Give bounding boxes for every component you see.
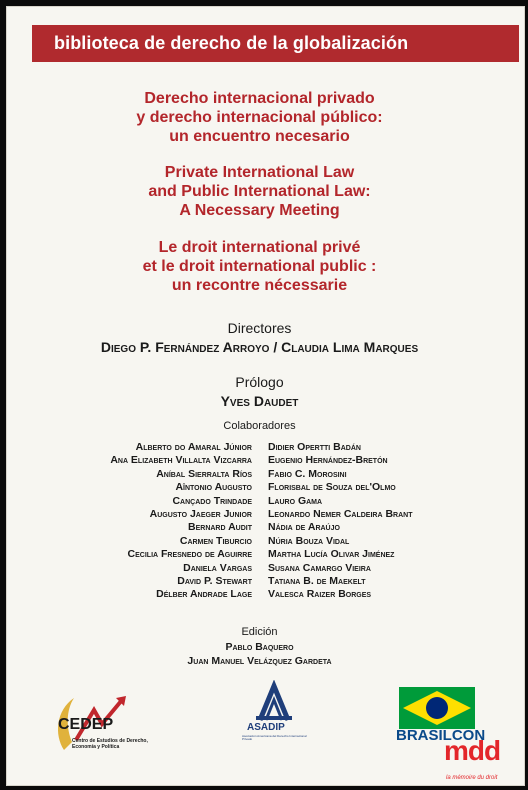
collaborator-name: Didier Opertti Badán <box>268 441 361 453</box>
collaborator-name: Ana Elizabeth Villalta Vizcarra <box>110 454 252 467</box>
collaborator-name: Cecilia Fresnedo de Aguirre <box>127 548 252 561</box>
mdd-tagline: la mémoire du droit <box>446 775 498 781</box>
collaborator-name: Alberto do Amaral Júnior <box>135 441 252 453</box>
cedep-name: CEDEP <box>58 716 114 733</box>
title-line: y derecho internacional público: <box>136 109 383 126</box>
collaborator-name: Aníbal Sierralta Ríos <box>156 467 252 480</box>
title-line: Private International Law <box>164 164 355 181</box>
collaborator-name: Augusto Jaeger Junior <box>149 508 252 521</box>
collaborator-name: Carmen Tiburcio <box>179 534 252 547</box>
collaborator-name: David P. Stewart <box>177 575 252 588</box>
title-line: A Necessary Meeting <box>179 202 340 219</box>
directors-label: Directores <box>227 320 292 336</box>
editor-name: Juan Manuel Velázquez Gardeta <box>187 655 332 667</box>
collaborator-name: Nádia de Araújo <box>268 521 340 534</box>
cedep-subtitle-line: Centro de Estudios de Derecho, <box>72 738 148 744</box>
asadip-name: ASADIP <box>247 722 285 733</box>
collaborators-label: Colaboradores <box>223 420 296 432</box>
title-line: et le droit international public : <box>142 258 377 275</box>
title-english <box>0 163 519 220</box>
cedep-subtitle <box>72 738 148 750</box>
brazil-flag-icon <box>393 683 483 733</box>
asadip-arch-icon <box>238 680 318 722</box>
collaborator-name: Cançado Trindade <box>172 494 252 507</box>
series-title: biblioteca de derecho de la globalización <box>54 33 409 53</box>
edition-label: Edición <box>241 626 278 638</box>
collaborator-name: Lauro Gama <box>268 494 323 507</box>
collaborator-name: Fabio C. Morosini <box>268 467 347 480</box>
title-line: un encuentro necesario <box>169 128 350 145</box>
brasilcon-name: BRASILCON <box>396 727 486 744</box>
collaborator-name: Leonardo Nemer Caldeira Brant <box>268 508 413 521</box>
title-spanish <box>0 89 519 146</box>
title-line: Le droit international privé <box>158 239 361 256</box>
collaborator-name: Tatiana B. de Maekelt <box>268 575 366 588</box>
title-line: Derecho internacional privado <box>144 90 375 107</box>
collaborators-left-column <box>60 441 252 602</box>
collaborator-name: Eugenio Hernández-Bretón <box>268 454 388 467</box>
title-line: and Public International Law: <box>148 183 371 200</box>
editor-name: Pablo Baquero <box>225 641 294 653</box>
prologue-label: Prólogo <box>235 374 284 390</box>
title-line: un recontre nécessarie <box>171 277 348 294</box>
mdd-logo-text: mdd <box>444 735 501 766</box>
collaborator-name: Aîntonio Augusto <box>175 481 252 494</box>
collaborator-name: Susana Camargo Vieira <box>268 561 371 574</box>
collaborators-right-column <box>268 441 498 602</box>
collaborator-name: Valesca Raizer Borges <box>268 588 372 601</box>
asadip-logo <box>238 680 318 760</box>
collaborator-name: Bernard Audit <box>188 521 252 534</box>
title-french <box>0 238 519 295</box>
collaborator-name: Délber Andrade Lage <box>156 588 252 601</box>
asadip-subtitle: Asociación Americana del Derecho Internacional Privado <box>242 735 307 741</box>
collaborator-name: Martha Lucía Olivar Jiménez <box>268 548 395 561</box>
collaborator-name: Florisbal de Souza del'Olmo <box>268 481 396 494</box>
mdd-watermark <box>444 735 524 785</box>
series-banner <box>32 25 519 62</box>
collaborator-name: Daniela Vargas <box>183 561 252 574</box>
collaborator-name: Núria Bouza Vidal <box>268 534 350 547</box>
directors-names: Diego P. Fernández Arroyo / Claudia Lima Marques <box>100 339 419 355</box>
cedep-subtitle-line: Economía y Política <box>72 744 120 750</box>
cedep-logo <box>46 680 166 770</box>
prologue-author: Yves Daudet <box>220 393 299 409</box>
